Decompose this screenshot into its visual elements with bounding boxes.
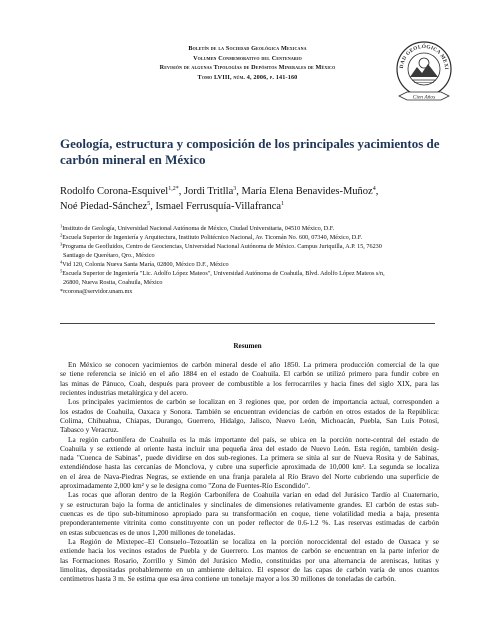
affiliation xyxy=(60,260,465,269)
corresponding-email[interactable] xyxy=(60,287,465,296)
affiliation-mark: 2 xyxy=(60,232,63,238)
abstract-body xyxy=(60,360,439,584)
author-line xyxy=(60,185,460,200)
author-separator: , xyxy=(150,200,156,212)
author-name: Jordi Tritlla xyxy=(183,186,234,197)
affiliation xyxy=(60,242,465,251)
author-list xyxy=(60,185,460,214)
affiliation xyxy=(60,251,465,260)
abstract-line: las minas de Pánuco, Coah, después para proveer de combustible a los ferrocarriles y hacia fines del siglo XIX, para las xyxy=(60,378,439,388)
author-separator: , xyxy=(236,186,242,197)
abstract-line: cuencas es de tipo sub-bituminoso apropiado para su transformación en coque, tiene volatilidad media a baja, presenta xyxy=(60,509,439,518)
journal-name: Boletín de la Sociedad Geológica Mexicana xyxy=(188,45,307,52)
abstract-line: nada "Cuenca de Sabinas", puede dividirse en dos sub-regiones. La primera se sitúa al sur de Nueva Rosita y de Sabinas, xyxy=(60,453,439,463)
abstract-line: Los principales yacimientos de carbón se localizan en 3 regiones que, por orden de importancia actual, corresponden a xyxy=(68,397,439,407)
affiliation-text: Escuela Superior de Ingeniería "Lic. Adolfo López Mateos", Universidad Autónoma de Coahuila, Blvd. Adolfo López Mateos s/n, xyxy=(62,270,385,278)
affiliation-text: Instituto de Geología, Universidad Nacional Autónoma de México, Ciudad Universitaria, 04510 México, D.F. xyxy=(62,225,335,232)
abstract-line: preponderantemente vitrinita como constituyente con un poder reflector de 0.6-1.2 %. Las reservas estimadas de carbón xyxy=(60,518,439,528)
affiliation-text: Santiago de Querétaro, Qro., México xyxy=(63,252,155,260)
society-seal-icon xyxy=(393,36,455,112)
email-link[interactable]: *rcorona@servidor.unam.mx xyxy=(60,288,133,296)
issue-citation: Tomo LVIII, núm. 4, 2006, p. 141-160 xyxy=(197,73,298,81)
journal-header xyxy=(110,44,385,82)
abstract-line: extiende hacia los vecinos estados de Puebla y de Guerrero. Los mantos de carbón se encuentran en la parte inferior de xyxy=(60,546,439,556)
affiliation-mark: 3 xyxy=(60,241,63,247)
abstract-line: Tabasco y Veracruz. xyxy=(60,425,119,435)
author-affil-mark: 4 xyxy=(372,186,376,192)
abstract-line: y se estructuran bajo la forma de anticlinales y sinclinales de dimensiones relativamente grandes. El carbón de estas sub- xyxy=(60,499,439,509)
abstract-line: En México se conocen yacimientos de carbón mineral desde el año 1850. La primera producción comercial de la que xyxy=(68,360,439,369)
abstract-line: en el área de Nava-Piedras Negras, se extiende en una franja paralela al Río Bravo del Norte cubriendo una superficie de xyxy=(60,471,439,481)
abstract-line: Colima, Chihuahua, Chiapas, Durango, Guerrero, Hidalgo, Jalisco, Nuevo León, Michoacán, Puebla, San Luis Potosí, xyxy=(60,415,439,425)
affiliation xyxy=(60,278,465,287)
author-separator: , xyxy=(375,186,379,197)
seal-ring-text: DAD GEOLÓGICA MEXI xyxy=(398,43,450,70)
abstract-line: se tiene referencia se inició en el año 1884 en el estado de Coahuila. El carbón se utilizó primero para fundir cobre en xyxy=(60,369,439,379)
affiliation-text: Escuela Superior de Ingeniería y Arquitectura, Instituto Politécnico Nacional, Av. Ticomán No. 600, 07340, México, D.F. xyxy=(62,234,363,242)
affiliation-text: 26800, Nueva Rosita, Coahuila, México xyxy=(63,279,163,287)
abstract-line: Las rocas que afloran dentro de la Región Carbonífera de Coahuila varían en edad del Jurásico Tardío al Cuaternario, xyxy=(68,490,439,500)
section-divider xyxy=(60,323,435,324)
affiliation-mark: 4 xyxy=(60,259,63,265)
article-title xyxy=(60,136,440,168)
abstract-line: La región carbonífera de Coahuila es la más importante del país, se ubica en la porción norte-central del estado de xyxy=(68,434,439,444)
author-name: María Elena Benavides-Muñoz xyxy=(241,186,373,197)
author-name: Rodolfo Corona-Esquivel xyxy=(60,186,169,197)
seal-banner-text: Cien Años xyxy=(412,94,436,101)
abstract-line: centímetros hasta 3 m. Se estima que esa área contiene un tonelaje mayor a los 30 millones de toneladas de carbón. xyxy=(60,574,396,584)
author-name: Noé Piedad-Sánchez xyxy=(60,200,148,212)
abstract-line: extendiéndose hasta las cercanías de Monclova, y cubre una superficie aproximada de 10,000 km². La segunda se localiza xyxy=(60,462,439,472)
volume-line: Volumen Conmemorativo del Centenario xyxy=(193,54,302,62)
abstract-line: limolitas, depositadas probablemente en un ambiente deltaico. El espesor de las capas de carbón varía de unos cuantos xyxy=(60,564,439,574)
affiliation-mark: 1 xyxy=(60,223,63,229)
abstract-heading: Resumen xyxy=(233,342,262,350)
abstract-line: La Región de Mixtepec–El Consuelo–Tezoatlán se localiza en la porción noroccidental del estado de Oaxaca y se xyxy=(68,536,439,546)
affiliation-text: Vid 120, Colonia Nueva Santa María, 02800, México D.F., México xyxy=(62,261,229,269)
affiliation-list xyxy=(60,224,465,296)
abstract-line: en estas subcuencas es de unos 1,200 millones de toneladas. xyxy=(60,527,236,537)
author-affil-mark: 3 xyxy=(233,186,237,192)
issue-theme: Revisión de algunas Tipologías de Depósitos Minerales de México xyxy=(159,64,336,71)
abstract-line: las Formaciones Rosario, Zorrillo y Simón del Jurásico Medio, constituidas por una alternancia de areniscas, lutitas y xyxy=(60,555,439,565)
author-separator: , xyxy=(178,186,184,197)
abstract-line: recientes industrias metalúrgica y del acero. xyxy=(60,387,188,397)
affiliation xyxy=(60,224,465,233)
article-title-line: Geología, estructura y composición de los principales yacimientos de xyxy=(60,136,440,151)
author-affil-mark: 1 xyxy=(281,200,285,207)
affiliation xyxy=(60,269,465,278)
abstract-line: los estados de Coahuila, Oaxaca y Sonora. También se encuentran evidencias de carbón en otros estados de la República: xyxy=(60,406,439,416)
author-affil-mark: 5 xyxy=(147,200,151,207)
affiliation-text: Programa de Geofluidos, Centro de Geociencias, Universidad Nacional Autónoma de México. Campus Juriquilla, A.P. 15, 76230 xyxy=(62,243,382,251)
affiliation-mark: 5 xyxy=(60,268,63,274)
author-name: Ismael Ferrusquía-Villafranca xyxy=(155,200,282,212)
abstract-line: aproximadamente 2,000 km² y se le designa como "Zona de Fuentes-Río Escondido". xyxy=(60,481,310,491)
article-title-line: carbón mineral en México xyxy=(60,152,206,167)
author-line xyxy=(60,200,460,215)
abstract-line: Coahuila y se extiende al oriente hasta incluir una pequeña área del estado de Nuevo León. Esta región, también desig- xyxy=(60,443,439,453)
affiliation xyxy=(60,233,465,242)
author-affil-mark: 1,2* xyxy=(168,186,179,192)
